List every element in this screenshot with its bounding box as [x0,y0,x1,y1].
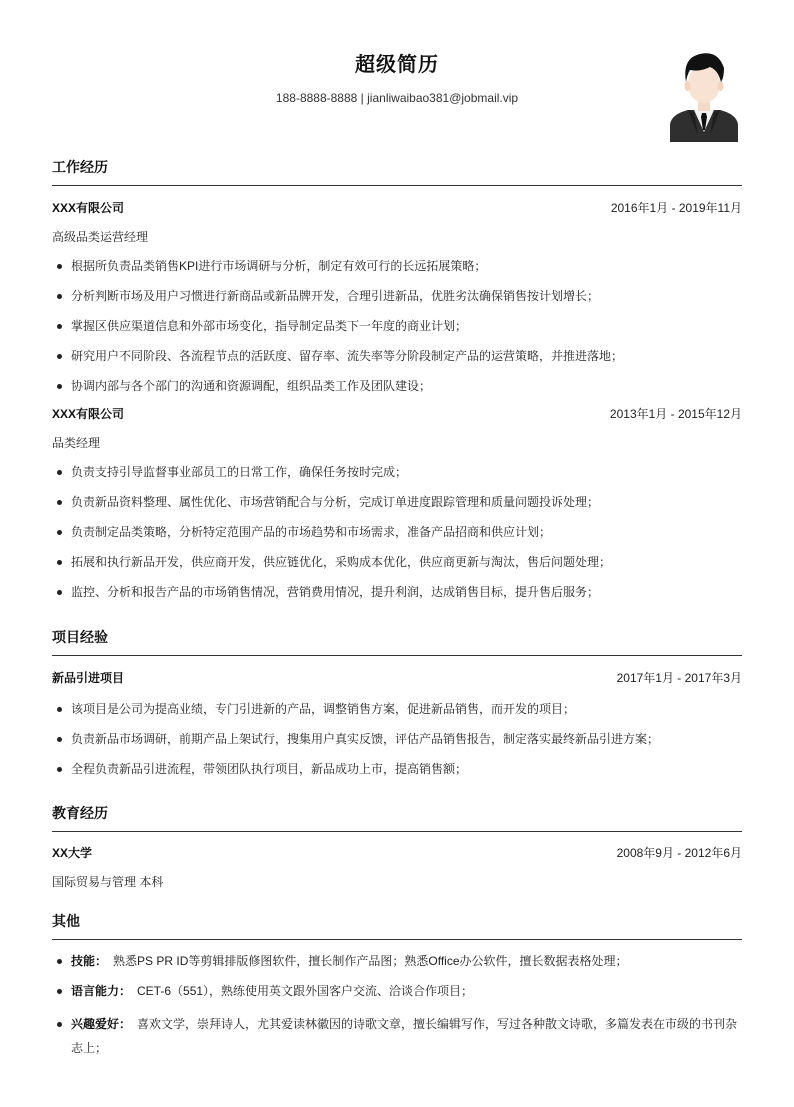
bullet-icon [57,1022,62,1027]
education-period: 2008年9月 - 2012年6月 [616,846,742,860]
other-list [52,952,742,1060]
skills-label: 技能： [71,954,108,968]
bullet-icon [57,767,62,772]
work-experience-section [52,157,742,613]
job-period: 2013年1月 - 2015年12月 [609,407,742,421]
bullet-icon [57,384,62,389]
email-address: jianliwaibao381@jobmail.vip [367,91,519,105]
bullet-icon [57,959,62,964]
hobbies-text: 喜欢文学，崇拜诗人，尤其爱读林徽因的诗歌文章，擅长编辑写作，写过各种散文诗歌，多篇发表在市级的书刊杂志上； [71,1017,738,1055]
bullet-icon [57,989,62,994]
list-item: 掌握区供应渠道信息和外部市场变化，指导制定品类下一年度的商业计划； [52,317,742,335]
bullet-icon [57,560,62,565]
bullet-icon [57,324,62,329]
language-text: CET-6（551），熟练使用英文跟外国客户交流、洽谈合作项目； [137,984,474,998]
list-item: 负责新品市场调研，前期产品上架试行，搜集用户真实反馈，评估产品销售报告，制定落实最终新品引进方案； [52,730,742,748]
job-entry [52,405,742,601]
major-degree: 国际贸易与管理 本科 [52,875,164,889]
list-item: 负责制定品类策略，分析特定范围产品的市场趋势和市场需求，准备产品招商和供应计划； [52,523,742,541]
project-duties-list [52,700,742,778]
list-item: 该项目是公司为提高业绩，专门引进新的产品，调整销售方案，促进新品销售，而开发的项目； [52,700,742,718]
bullet-icon [57,530,62,535]
contact-separator: | [360,91,364,105]
list-item: 分析判断市场及用户习惯进行新商品或新品牌开发，合理引进新品，优胜劣汰确保销售按计划增长； [52,287,742,305]
education-section [52,803,742,890]
bullet-icon [57,707,62,712]
education-header [52,844,742,861]
list-item: 负责支持引导监督事业部员工的日常工作，确保任务按时完成； [52,463,742,481]
list-item: 全程负责新品引进流程，带领团队执行项目，新品成功上市，提高销售额； [52,760,742,778]
bullet-icon [57,470,62,475]
list-item: 根据所负责品类销售KPI进行市场调研与分析，制定有效可行的长远拓展策略； [52,257,742,275]
job-role: 高级品类运营经理 [52,230,149,244]
project-header [52,669,742,686]
project-entry [52,669,742,778]
bullet-icon [57,294,62,299]
job-period: 2016年1月 - 2019年11月 [610,201,742,215]
list-item: 研究用户不同阶段、各流程节点的活跃度、留存率、流失率等分阶段制定产品的运营策略，并推进落地； [52,347,742,365]
company-name: XXX有限公司 [52,407,125,421]
list-item: 拓展和执行新品开发，供应商开发，供应链优化，采购成本优化，供应商更新与淘汰，售后问题处理； [52,553,742,571]
list-item: 协调内部与各个部门的沟通和资源调配，组织品类工作及团队建设； [52,377,742,395]
list-item: 负责新品资料整理、属性优化、市场营销配合与分析，完成订单进度跟踪管理和质量问题投诉处理； [52,493,742,511]
education-entry [52,844,742,890]
other-section [52,911,742,1072]
company-name: XXX有限公司 [52,201,125,215]
job-duties-list [52,463,742,601]
job-duties-list [52,257,742,395]
projects-section [52,627,742,790]
language-label: 语言能力： [71,984,132,998]
list-item [52,1012,742,1060]
project-name: 新品引进项目 [52,671,125,685]
bullet-icon [57,500,62,505]
bullet-icon [57,264,62,269]
section-title-work: 工作经历 [52,157,742,186]
list-item [52,982,742,1000]
school-name: XX大学 [52,846,93,860]
job-role: 品类经理 [52,436,101,450]
job-header [52,199,742,216]
section-title-education: 教育经历 [52,803,742,832]
avatar [666,48,742,142]
list-item: 监控、分析和报告产品的市场销售情况，营销费用情况，提升利润，达成销售目标，提升售后服务； [52,583,742,601]
list-item [52,952,742,970]
section-title-projects: 项目经验 [52,627,742,656]
job-header [52,405,742,422]
phone-number: 188-8888-8888 [275,91,358,105]
section-title-other: 其他 [52,911,742,940]
skills-text: 熟悉PS PR ID等剪辑排版修图软件，擅长制作产品图；熟悉Office办公软件，擅长数据表格处理； [113,954,628,968]
hobbies-label: 兴趣爱好： [71,1017,132,1031]
project-period: 2017年1月 - 2017年3月 [616,671,742,685]
bullet-icon [57,354,62,359]
job-entry [52,199,742,395]
bullet-icon [57,590,62,595]
bullet-icon [57,737,62,742]
resume-name: 超级简历 [355,54,439,76]
